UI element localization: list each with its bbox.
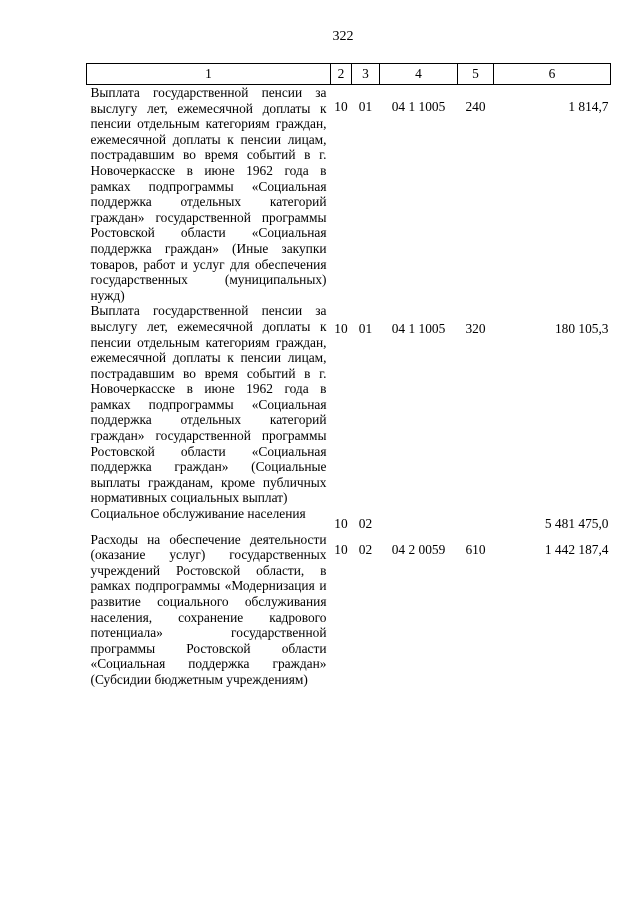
header-col-5: 5 bbox=[458, 64, 494, 85]
row-target-article bbox=[380, 506, 458, 532]
row-description: Выплата государственной пенсии за выслугу лет, ежемесячной доплаты к пенсии отдельным категориям граждан, ежемесячной доплаты к пенсии лицам, пострадавшим во время событий в г. Новочеркасске в июне 1962 года в рамках подпрограммы «Социальная поддержка отдельных категорий граждан» государственной программы Ростовской области «Социальная поддержка граждан» (Социальные выплаты гражданам, кроме публичных нормативных социальных выплат) bbox=[90, 303, 327, 506]
budget-table bbox=[86, 63, 611, 688]
header-row bbox=[87, 64, 611, 85]
table-row bbox=[87, 85, 611, 304]
header-col-6: 6 bbox=[494, 64, 611, 85]
table-body bbox=[87, 85, 611, 688]
header-col-3: 3 bbox=[352, 64, 380, 85]
header-col-4: 4 bbox=[380, 64, 458, 85]
row-subsection: 01 bbox=[358, 321, 373, 337]
header-col-2: 2 bbox=[331, 64, 352, 85]
row-description: Расходы на обеспечение деятельности (оказание услуг) государственных учреждений Ростовской области, в рамках подпрограммы «Модернизация и развитие социального обслуживания населения, сохранение кадрового потенциала» государственной программы Ростовской области «Социальная поддержка граждан» (Субсидии бюджетным учреждениям) bbox=[90, 531, 327, 687]
row-subsection: 01 bbox=[358, 99, 373, 114]
row-amount: 180 105,3 bbox=[554, 321, 609, 337]
row-amount: 1 814,7 bbox=[568, 99, 609, 114]
row-subsection: 02 bbox=[358, 541, 373, 557]
row-section: 10 bbox=[334, 516, 348, 532]
row-section: 10 bbox=[334, 99, 348, 114]
row-expense-type: 240 bbox=[465, 99, 486, 114]
row-subsection: 02 bbox=[358, 516, 373, 532]
row-expense-type bbox=[458, 506, 494, 532]
table-row bbox=[87, 506, 611, 532]
row-expense-type: 610 bbox=[465, 541, 486, 557]
table-row bbox=[87, 532, 611, 688]
row-amount: 1 442 187,4 bbox=[544, 541, 609, 557]
table-header bbox=[87, 64, 611, 85]
row-amount: 5 481 475,0 bbox=[544, 516, 609, 532]
row-target-article: 04 2 0059 bbox=[391, 541, 446, 557]
row-target-article: 04 1 1005 bbox=[391, 99, 446, 114]
table-row bbox=[87, 303, 611, 506]
header-col-1: 1 bbox=[87, 64, 331, 85]
row-description: Выплата государственной пенсии за выслугу лет, ежемесячной доплаты к пенсии отдельным категориям граждан, ежемесячной доплаты к пенсии лицам, пострадавшим во время событий в г. Новочеркасске в июне 1962 года в рамках подпрограммы «Социальная поддержка отдельных категорий граждан» государственной программы Ростовской области «Социальная поддержка граждан» (Иные закупки товаров, работ и услуг для обеспечения государственных (муниципальных) нужд) bbox=[90, 85, 327, 303]
row-target-article: 04 1 1005 bbox=[391, 321, 446, 337]
row-section: 10 bbox=[334, 541, 348, 557]
row-description: Социальное обслуживание населения bbox=[90, 506, 306, 522]
row-section: 10 bbox=[334, 321, 348, 337]
page-number: 322 bbox=[332, 29, 354, 44]
row-expense-type: 320 bbox=[465, 321, 486, 337]
